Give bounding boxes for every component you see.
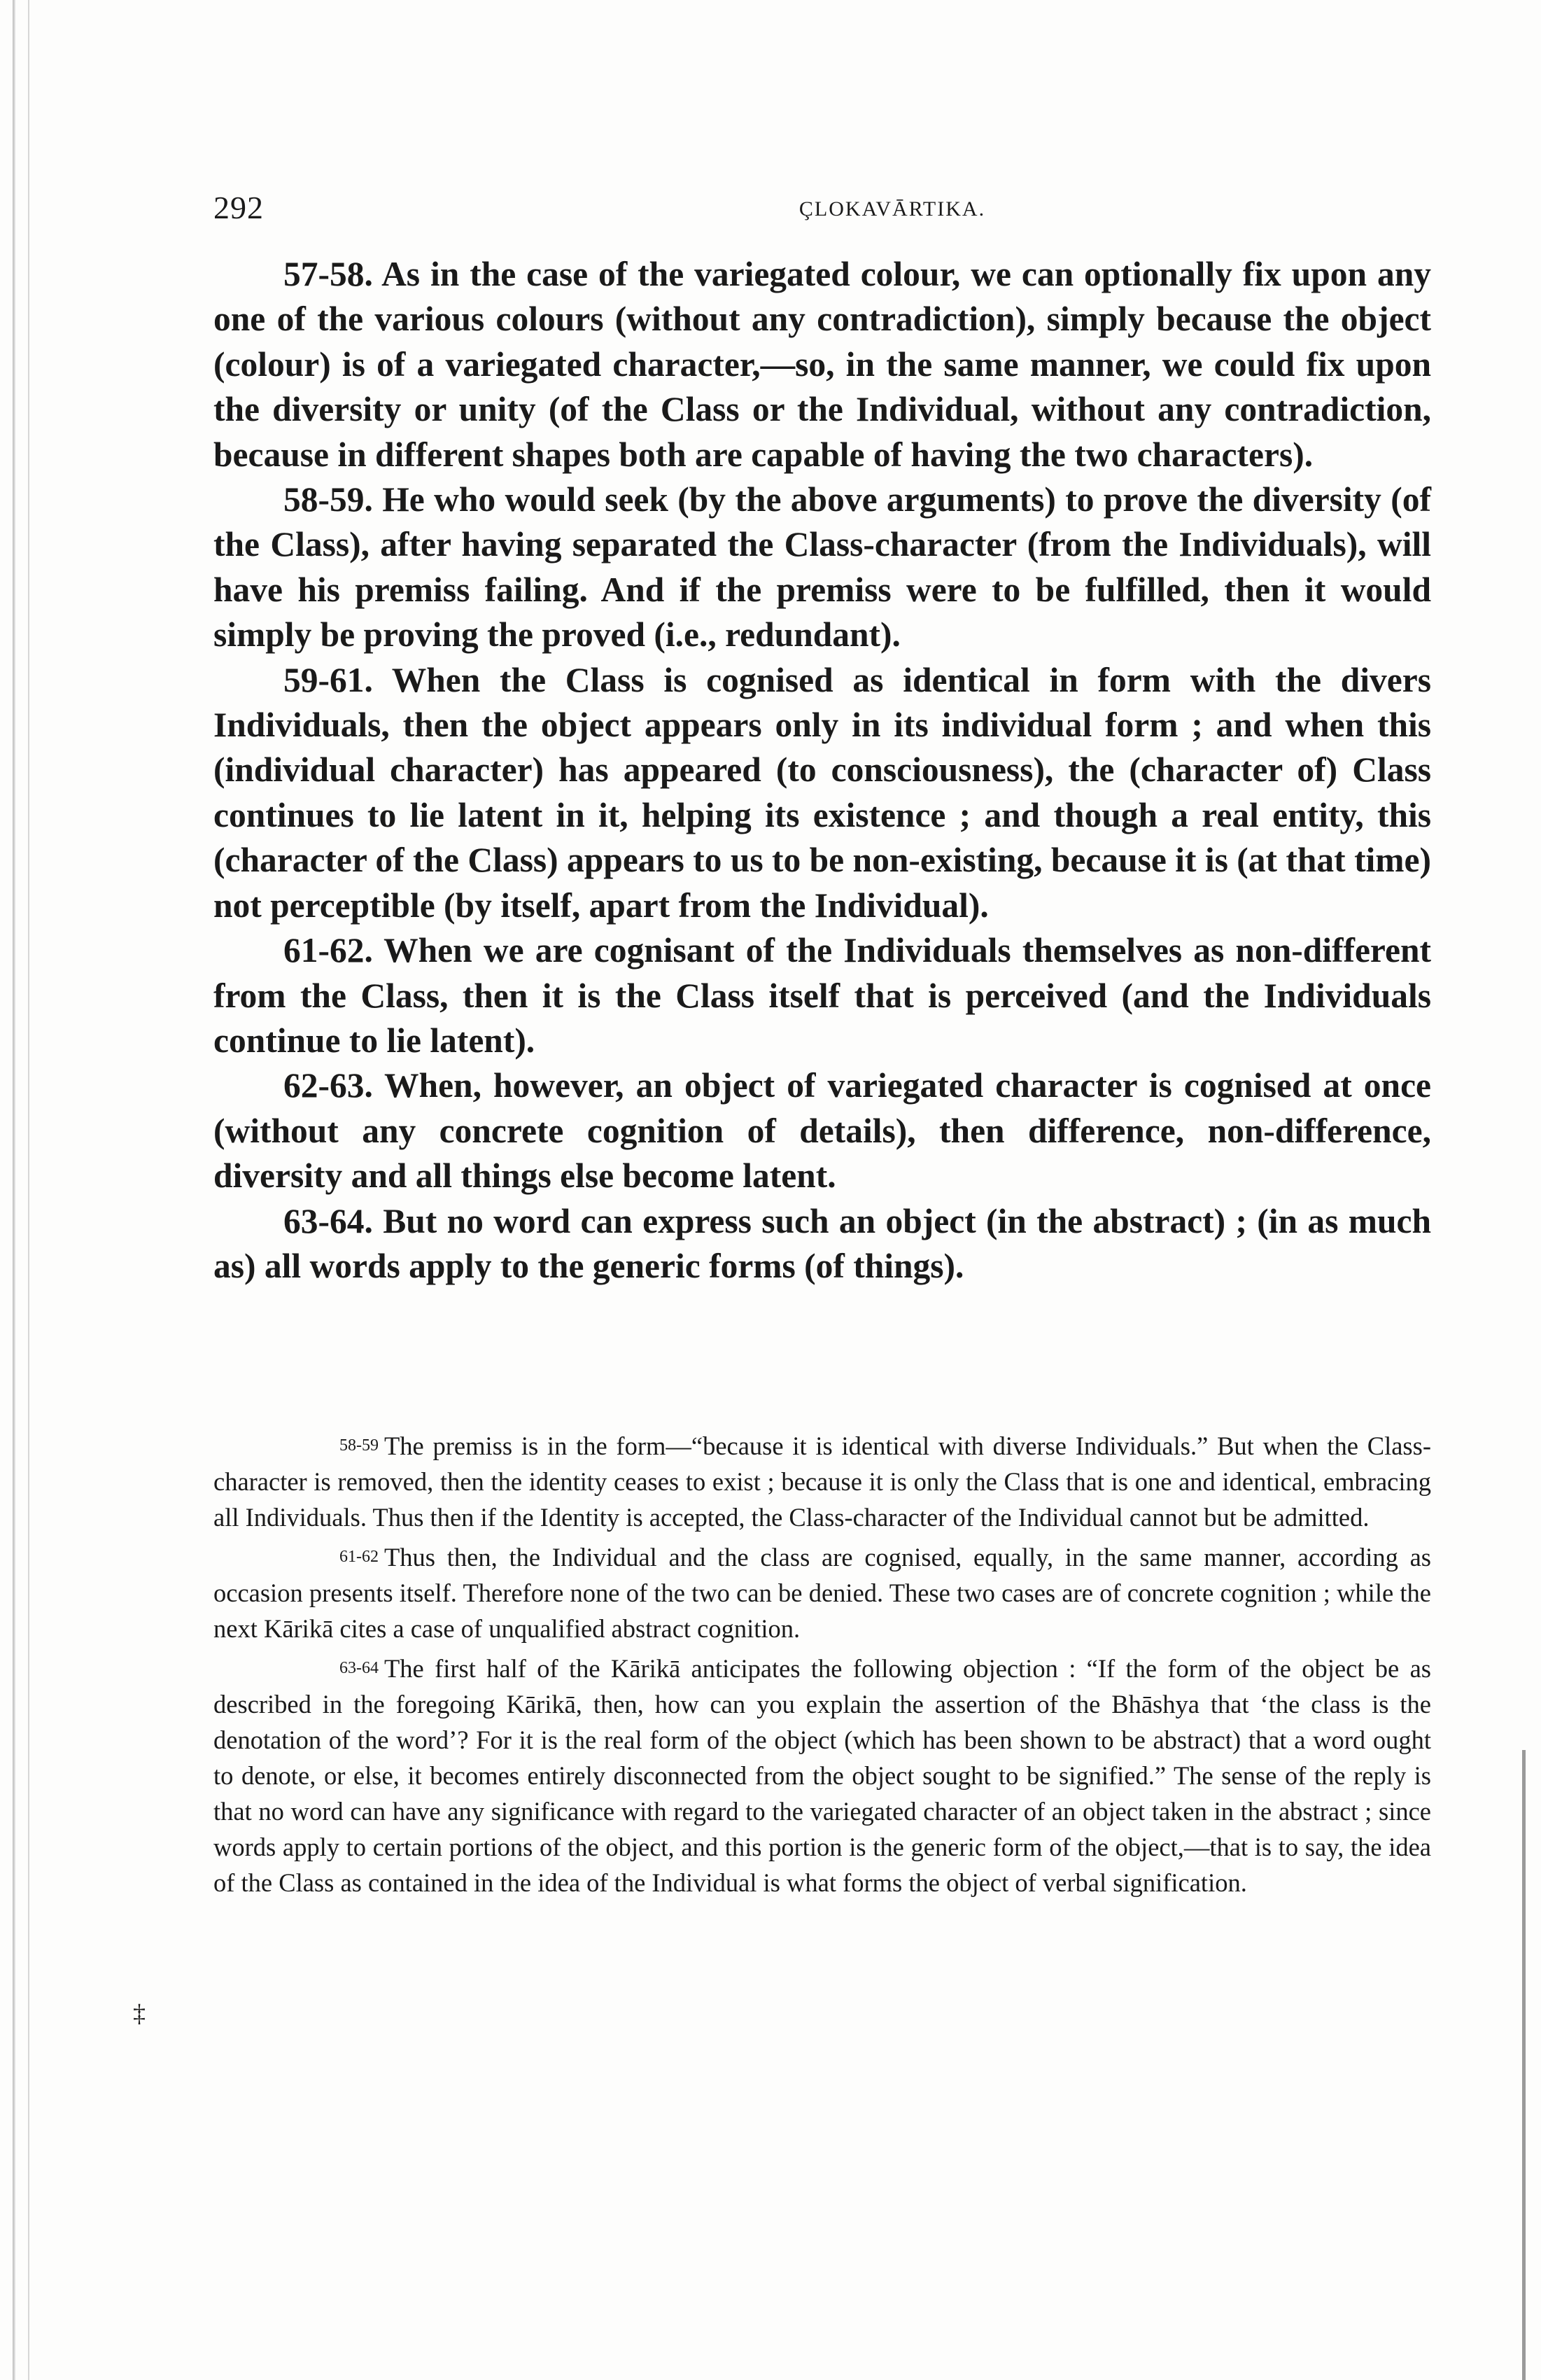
verse-number: 62-63. — [283, 1066, 373, 1105]
margin-mark: ‡ — [133, 1999, 146, 2027]
footnote-text: The premiss is in the form—“because it is identical with diverse Individuals.” But when the Class-character is removed, then the identity ceases to exist ; because it is only the Class that is one and identical, embracing all Individuals. Thus then if the Identity is accepted, the Class-character of the Individual cannot but be admitted. — [213, 1432, 1431, 1532]
footnote — [213, 1651, 1431, 1900]
binding-edge-line — [28, 0, 29, 2380]
verse-text: As in the case of the variegated colour, we can optionally fix upon any one of the various colours (without any contradiction), simply because the object (colour) is of a variegated character,—so, in the same manner, we could fix upon the diversity or unity (of the Class or the Individual, without any contradiction, because in different shapes both are capable of having the two characters). — [213, 255, 1431, 474]
verse-text: When we are cognisant of the Individuals themselves as non-different from the Class, then it is the Class itself that is perceived (and the Individuals continue to lie latent). — [213, 931, 1431, 1060]
footnote-number: 61-62 — [339, 1548, 379, 1566]
verse-paragraph — [213, 928, 1431, 1063]
verse-number: 59-61. — [283, 660, 373, 699]
footnote-number: 63-64 — [339, 1659, 379, 1677]
footnote-text: Thus then, the Individual and the class are cognised, equally, in the same manner, according as occasion presents itself. Therefore none of the two can be denied. These two cases are of concrete cognition ; while the next Kārikā cites a case of unqualified abstract cognition. — [213, 1543, 1431, 1643]
verse-text: He who would seek (by the above arguments) to prove the diversity (of the Class), after having separated the Class-character (from the Individuals), will have his premiss failing. And if the premiss were to be fulfilled, then it would simply be proving the proved (i.e., redundant). — [213, 480, 1432, 654]
verse-paragraph — [213, 252, 1431, 477]
verse-text: When the Class is cognised as identical in form with the divers Individuals, then the object appears only in its individual form ; and when this (individual character) has appeared (to consciousness), the (character of) Class continues to lie latent in it, helping its existence ; and though a real entity, this (character of the Class) appears to us to be non-existing, because it is (at that time) not perceptible (by itself, apart from the Individual). — [213, 660, 1431, 925]
binding-edge-shadow — [13, 0, 15, 2380]
footnote — [213, 1428, 1431, 1535]
verse-number: 57-58. — [283, 255, 373, 293]
verse-number: 63-64. — [283, 1201, 373, 1240]
main-text — [213, 252, 1431, 1289]
verse-text: But no word can express such an object (in the abstract) ; (in as much as) all words apply to the generic forms (of things). — [213, 1201, 1432, 1285]
footnote-number: 58-59 — [339, 1436, 379, 1455]
footnotes — [213, 1428, 1431, 1900]
verse-text: When, however, an object of variegated character is cognised at once (without any concrete cognition of details), then difference, non-difference, diversity and all things else become latent. — [213, 1066, 1432, 1196]
verse-number: 58-59. — [283, 480, 373, 519]
page-header — [213, 189, 1431, 231]
footnote — [213, 1539, 1431, 1646]
verse-paragraph — [213, 1199, 1431, 1289]
verse-paragraph — [213, 477, 1431, 658]
running-head: ÇLOKAVĀRTIKA. — [798, 197, 986, 220]
page-number: 292 — [213, 190, 264, 225]
right-edge-shadow — [1522, 1750, 1526, 2380]
verse-paragraph — [213, 1063, 1431, 1198]
verse-number: 61-62. — [283, 931, 373, 970]
footnote-text: The first half of the Kārikā anticipates the following objection : “If the form of the object be as described in the foregoing Kārikā, then, how can you explain the assertion of the Bhāshya that ‘the class is the denotation of the word’? For it is the real form of the object (which has been shown to be abstract) that a word ought to denote, or else, it becomes entirely disconnected from the object sought to be signified.” The sense of the reply is that no word can have any significance with regard to the variegated character of an object taken in the abstract ; since words apply to certain portions of the object, and this portion is the generic form of the object,—that is to say, the idea of the Class as contained in the idea of the Individual is what forms the object of verbal signification. — [213, 1654, 1431, 1897]
verse-paragraph — [213, 658, 1431, 928]
